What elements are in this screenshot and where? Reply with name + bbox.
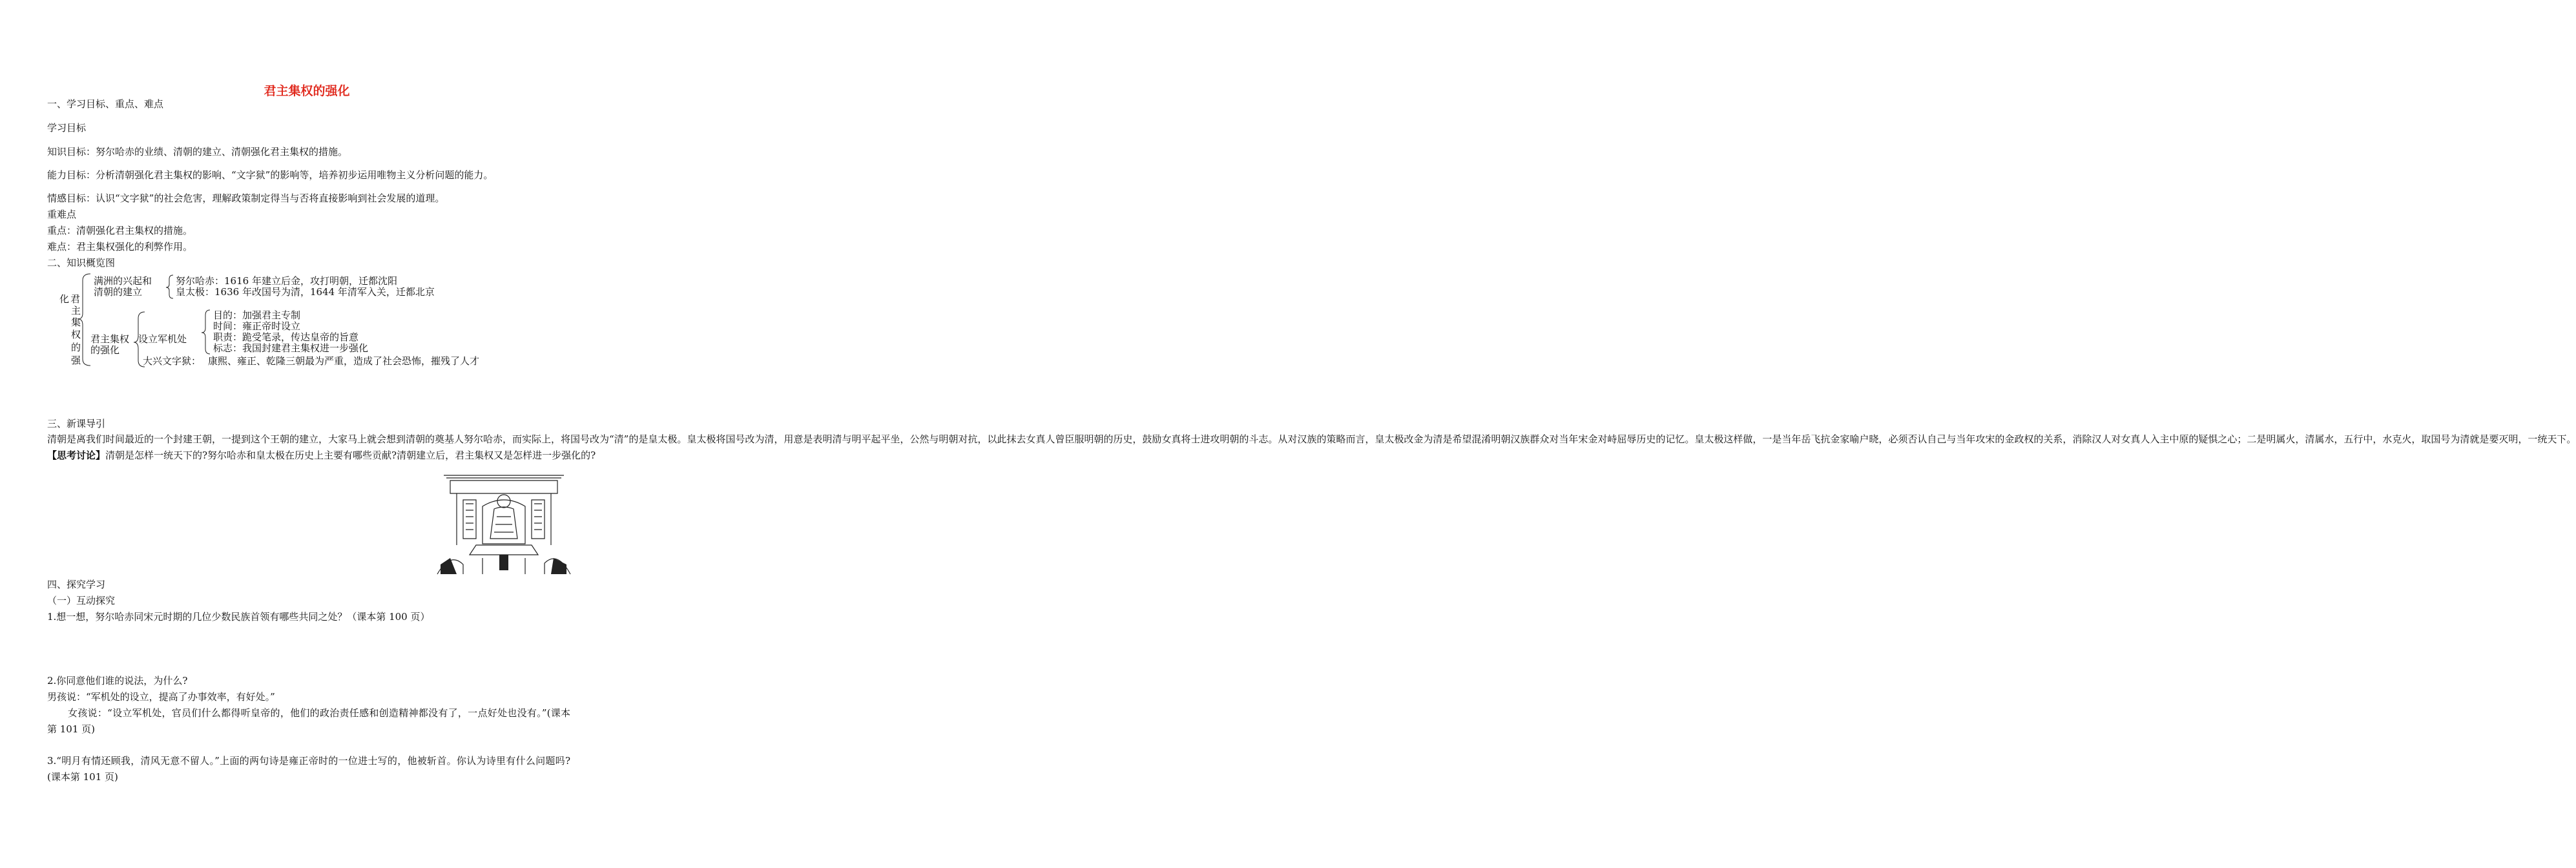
branch1-line2: 清朝的建立 [94,286,143,298]
question-2: 2.你同意他们谁的说法，为什么? [47,675,188,687]
page-title: 君主集权的强化 [264,84,350,98]
discuss-text: 清朝是怎样一统天下的?努尔哈赤和皇太极在历史上主要有哪些贡献?清朝建立后，君主集权又是怎样进一步强化的? [105,450,596,461]
wenziyu-label: 大兴文字狱： [143,355,202,367]
section-3-heading: 三、新课导引 [47,418,106,429]
section-4-heading: 四、探究学习 [47,579,106,590]
b1-item-nurhaci: 努尔哈赤：1616 年建立后金，攻打明朝，迁都沈阳 [176,275,397,287]
root-char: 主 [71,305,81,316]
junjichu-label: 设立军机处 [138,333,187,345]
root-char: 的 [71,342,81,353]
question-3: 3.“明月有情还顾我，清风无意不留人。”上面的两句诗是雍正帝时的一位进士写的，他被斩首。你认为诗里有什么问题吗?(课本第 101 页) [47,755,570,783]
girl-statement: 女孩说：“设立军机处，官员们什么都得听皇帝的，他们的政治责任感和创造精神都没有了，一点好处也没有。”(课本第 101 页) [47,707,570,735]
branch1-brace [166,275,173,298]
subsection-heading: （一）互动探究 [47,595,116,606]
jjc-item: 职责：跪受笔录，传达皇帝的旨意 [213,331,359,343]
key-heading: 重难点 [47,209,77,220]
wenziyu-text: 康熙、雍正、乾隆三朝最为严重，造成了社会恐怖，摧残了人才 [208,355,480,367]
knowledge-overview-diagram [0,271,614,375]
ability-goal: 能力目标：分析清朝强化君主集权的影响、“文字狱”的影响等，培养初步运用唯物主义分析问题的能力。 [47,169,493,181]
knowledge-goal: 知识目标：努尔哈赤的业绩、清朝的建立、清朝强化君主集权的措施。 [47,146,348,158]
emotion-goal: 情感目标：认识“文字狱”的社会危害，理解政策制定得当与否将直接影响到社会发展的道理。 [47,192,445,204]
discuss-label: 【思考讨论】 [47,450,106,461]
difficult-point: 难点：君主集权强化的利弊作用。 [47,241,193,253]
intro-text: 清朝是离我们时间最近的一个封建王朝，一提到这个王朝的建立，大家马上就会想到清朝的奠基人努尔哈赤，而实际上，将国号改为“清”的是皇太极。皇太极将国号改为清，用意是表明清与明平起平坐，公然与明朝对抗，以此抹去女真人曾臣服明朝的历史，鼓励女真将士进攻明朝的斗志。从对汉族的策略而言，皇太极改金为清是希望混淆明朝汉族群众对当年宋金对峙屈辱历史的记忆。皇太极这样做，一是当年岳飞抗金家喻户晓，必须否认自己与当年攻宋的金政权的关系，消除汉人对女真人入主中原的疑惧之心；二是明属火，清属水，五行中，水克火，取国号为清就是要灭明，一统天下。 [47,433,2576,445]
goals-heading: 学习目标 [47,122,87,134]
root-char: 权 [71,329,81,340]
boy-statement: 男孩说：“军机处的设立，提高了办事效率，有好处。” [47,691,275,703]
root-char: 集 [71,316,81,328]
intro-block [47,431,2576,574]
question-1: 1.想一想，努尔哈赤同宋元时期的几位少数民族首领有哪些共同之处？（课本第 100 页） [47,611,430,623]
root-char: 强 [71,355,81,366]
section-2-heading: 二、知识概览图 [47,257,116,269]
junjichu-brace [202,310,210,354]
b1-item-huangtaiji: 皇太极：1636 年改国号为清，1644 年清军入关，迁都北京 [176,286,435,298]
branch1-line1: 满洲的兴起和 [94,275,152,287]
jjc-item: 时间：雍正帝时设立 [213,320,301,332]
root-char: 化 [59,293,70,305]
branch2-line1: 君主集权 [90,333,130,345]
section-1-heading: 一、学习目标、重点、难点 [47,98,164,110]
jjc-item: 标志：我国封建君主集权进一步强化 [213,342,369,354]
branch2-line2: 的强化 [90,344,120,356]
jjc-item: 目的：加强君主专制 [213,309,301,321]
key-point: 重点：清朝强化君主集权的措施。 [47,225,193,236]
emperor-throne-illustration [437,468,570,574]
root-char: 君 [70,293,81,305]
